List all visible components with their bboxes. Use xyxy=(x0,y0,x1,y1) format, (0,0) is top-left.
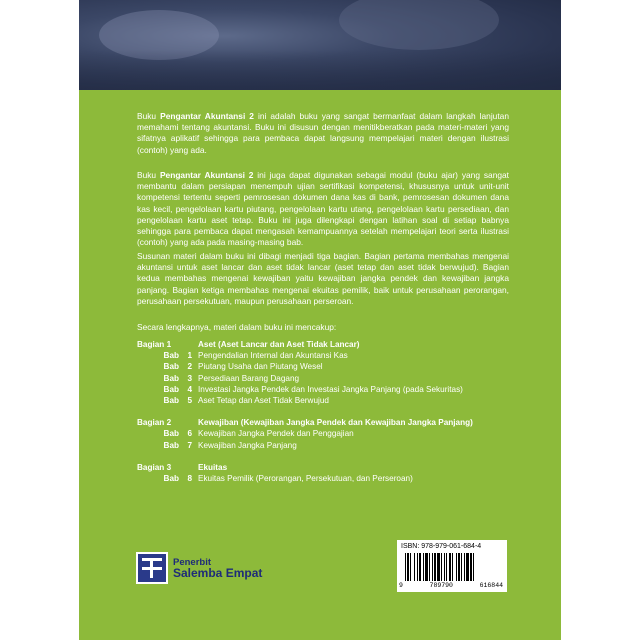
chapter-number: 8 xyxy=(187,474,192,484)
table-of-contents xyxy=(137,339,509,484)
toc-chapter xyxy=(137,395,509,406)
isbn-barcode-box xyxy=(397,540,507,592)
book-back-cover xyxy=(79,0,561,640)
publisher-logo xyxy=(136,552,262,584)
toc-chapter xyxy=(137,384,509,395)
chapter-label: Bab xyxy=(163,351,179,361)
chapter-label: Bab xyxy=(163,474,179,484)
chapter-label: Bab xyxy=(163,384,179,394)
part-title: Aset (Aset Lancar dan Aset Tidak Lancar) xyxy=(198,340,360,349)
barcode-icon xyxy=(405,553,499,581)
description-paragraph-3: Susunan materi dalam buku ini dibagi menjadi tiga bagian. Bagian pertama membahas mengenai akuntansi untuk aset lancar dan aset tidak lancar (aset tetap dan aset tidak berwujud). Bagian kedua membahas mengenai kewajiban yaitu kewajiban jangka pendek dan kewajiban jangka panjang. Bagian ketiga membahas mengenai ekuitas pemilik, baik untuk perusahaan perorangan, perusahaan persekutuan, maupun perusahaan perseroan. xyxy=(137,251,509,306)
chapter-label: Bab xyxy=(163,396,179,406)
chapter-label: Bab xyxy=(163,429,179,439)
toc-chapter xyxy=(137,373,509,384)
description-paragraph-2: Buku Pengantar Akuntansi 2 ini juga dapat digunakan sebagai modul (buku ajar) yang sangat membantu dalam persiapan menempuh ujian sertifikasi kompetensi, khususnya untuk unit-unit kompetensi tertentu seperti pemrosesan dokumen dana kas di bank, pemrosesan dokumen dana kas kecil, pengelolaan kartu piutang, pengelolaan kartu utang, pengelolaan kartu persediaan, dan pengelolaan kartu aset tetap. Buku ini juga dilengkapi dengan latihan soal di setiap babnya sehingga para pembaca dapat mengasah kemampuannya setelah mempelajari teori serta ilustrasi (contoh) yang ada pada masing-masing bab. xyxy=(137,170,509,248)
part-title: Ekuitas xyxy=(198,462,228,472)
description-paragraph-1: Buku Pengantar Akuntansi 2 ini adalah buku yang sangat bermanfaat dalam langkah lanjutan memahami tentang akuntansi. Buku ini disusun dengan menitikberatkan pada materi-materi yang sifatnya aplikatif sehingga para pembaca dapat langsung mempelajari materi dengan ilustrasi (contoh) yang ada. xyxy=(137,111,509,155)
chapter-title: Pengendalian Internal dan Akuntansi Kas xyxy=(198,351,348,361)
chapter-label: Bab xyxy=(163,373,179,383)
chapter-number: 5 xyxy=(187,396,192,406)
barcode-digits xyxy=(399,582,503,589)
publisher-line-1: Penerbit xyxy=(173,557,212,568)
toc-chapter xyxy=(137,428,509,439)
barcode-digit-group: 789790 xyxy=(429,582,453,589)
barcode-digit-group: 616844 xyxy=(479,582,503,589)
publisher-line-2: Salemba Empat xyxy=(173,566,263,580)
chapter-title: Persediaan Barang Dagang xyxy=(198,373,300,383)
publisher-emblem-icon xyxy=(136,552,168,584)
chapter-number: 1 xyxy=(187,351,192,361)
chapter-number: 6 xyxy=(187,429,192,439)
toc-part xyxy=(137,462,509,473)
chapter-number: 4 xyxy=(187,384,192,394)
chapter-title: Kewajiban Jangka Panjang xyxy=(198,440,297,450)
part-label: Bagian 1 xyxy=(137,340,172,349)
chapter-title: Investasi Jangka Pendek dan Investasi Jangka Panjang (pada Sekuritas) xyxy=(198,384,463,394)
chapter-title: Aset Tetap dan Aset Tidak Berwujud xyxy=(198,396,329,406)
chapter-number: 7 xyxy=(187,440,192,450)
chapter-label: Bab xyxy=(163,440,179,450)
chapter-title: Piutang Usaha dan Piutang Wesel xyxy=(198,362,323,372)
photo-blur-shape xyxy=(339,0,499,50)
toc-chapter xyxy=(137,440,509,451)
isbn-label: ISBN: 978-979-061-684-4 xyxy=(401,543,482,550)
toc-part xyxy=(137,417,509,428)
toc-chapter xyxy=(137,473,509,484)
photo-blur-shape xyxy=(99,10,219,60)
publisher-name xyxy=(173,557,262,579)
barcode-digit-group: 9 xyxy=(399,582,403,589)
chapter-number: 2 xyxy=(187,362,192,372)
chapter-title: Ekuitas Pemilik (Perorangan, Persekutuan, dan Perseroan) xyxy=(198,474,413,484)
part-label: Bagian 3 xyxy=(137,462,172,472)
toc-intro: Secara lengkapnya, materi dalam buku ini mencakup: xyxy=(137,322,337,332)
part-label: Bagian 2 xyxy=(137,418,172,428)
toc-chapter xyxy=(137,361,509,372)
toc-part xyxy=(137,339,509,350)
cover-photo-band xyxy=(79,0,561,90)
chapter-label: Bab xyxy=(163,362,179,372)
chapter-number: 3 xyxy=(187,373,192,383)
toc-chapter xyxy=(137,350,509,361)
part-title: Kewajiban (Kewajiban Jangka Pendek dan Kewajiban Jangka Panjang) xyxy=(198,418,473,428)
chapter-title: Kewajiban Jangka Pendek dan Penggajian xyxy=(198,429,354,439)
